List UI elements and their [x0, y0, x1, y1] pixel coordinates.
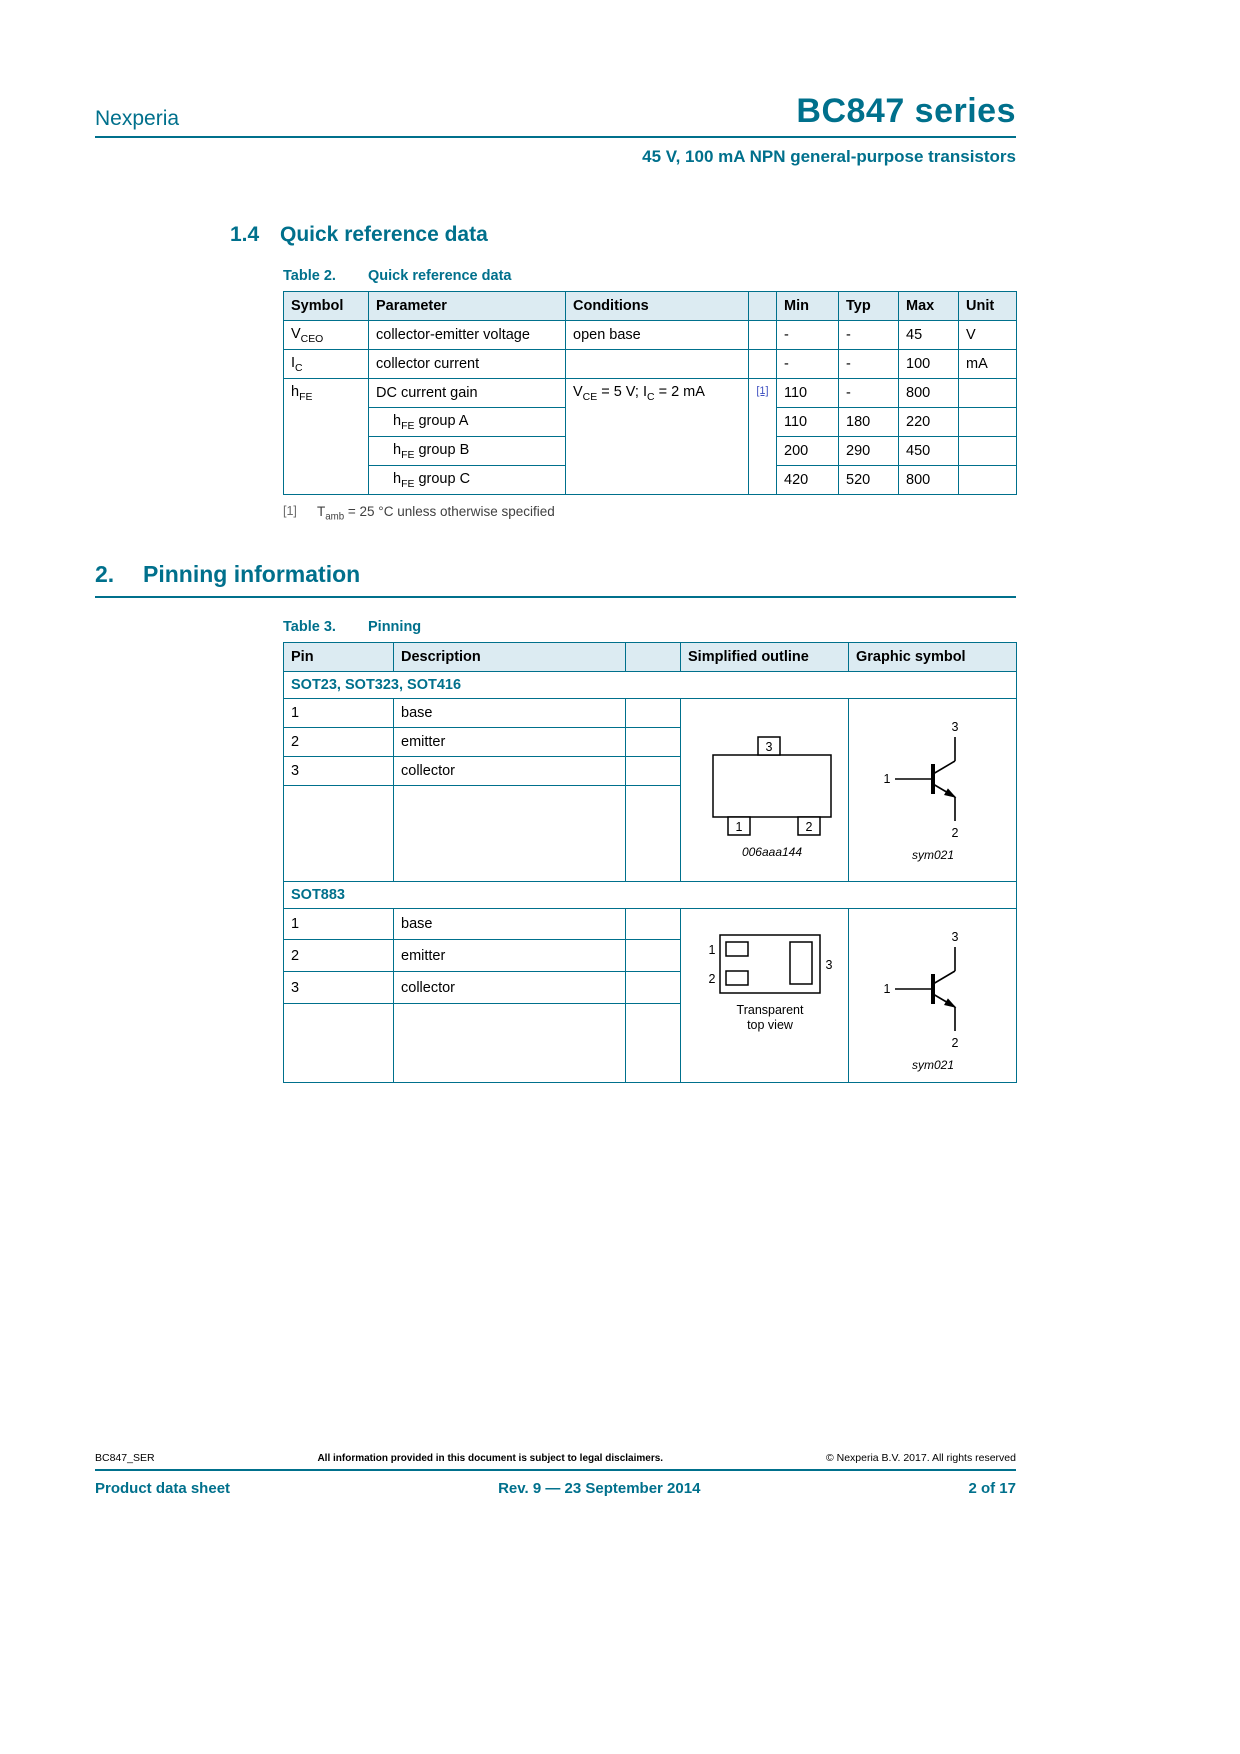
- symbol-id: sym021: [911, 1057, 954, 1072]
- table-row: [284, 698, 1017, 727]
- cell-pin: 2: [284, 727, 394, 756]
- col-outline: Simplified outline: [681, 642, 849, 671]
- pin2-label: 2: [805, 819, 813, 834]
- cell-unit: [959, 408, 1017, 437]
- cell-pin: 3: [284, 972, 394, 1004]
- table3-caption: [283, 619, 1016, 635]
- document-type: Product data sheet: [95, 1480, 231, 1497]
- cell-max: 800: [899, 379, 959, 408]
- header-rule: [95, 136, 1016, 138]
- cell-typ: -: [839, 350, 899, 379]
- cell-simplified-outline: [681, 908, 849, 1082]
- col-pin: Pin: [284, 642, 394, 671]
- emitter-label: 2: [951, 825, 958, 840]
- cell-typ: -: [839, 379, 899, 408]
- pin3-pad: [790, 942, 812, 984]
- quick-reference-area: [283, 268, 1016, 523]
- cell-ref: [749, 321, 777, 350]
- col-symbol: Symbol: [284, 292, 369, 321]
- drawing-id: 006aaa144: [741, 844, 803, 859]
- cell-symbol: $V_{CEO}$: [284, 321, 369, 350]
- footnote-text: $T_{amb} = 25$ °C unless otherwise specified: [317, 504, 555, 523]
- cell-graphic-symbol: [849, 908, 1017, 1082]
- collector-diagonal: [933, 971, 955, 984]
- cell-description: emitter: [394, 940, 626, 972]
- section-2-heading: [95, 561, 1016, 588]
- cell-typ: -: [839, 321, 899, 350]
- view-caption-line1: Transparent: [736, 1002, 804, 1017]
- cell-simplified-outline: [681, 698, 849, 881]
- cell-max: 800: [899, 466, 959, 495]
- section-title: Quick reference data: [280, 223, 488, 246]
- cell-unit: mA: [959, 350, 1017, 379]
- npn-transistor-symbol: [863, 925, 1003, 1075]
- table-header-row: [284, 642, 1017, 671]
- cell-ref: [749, 350, 777, 379]
- cell-spacer: [626, 908, 681, 940]
- pin3-label: 3: [825, 957, 833, 972]
- page-subtitle: 45 V, 100 mA NPN general-purpose transistors: [642, 147, 1016, 166]
- sot23-outline-drawing: [688, 715, 848, 861]
- cell-min: 110: [777, 379, 839, 408]
- cell-pin: 1: [284, 698, 394, 727]
- pin2-label: 2: [708, 971, 716, 986]
- cell-description: emitter: [394, 727, 626, 756]
- cell-unit: [959, 466, 1017, 495]
- collector-diagonal: [933, 761, 955, 774]
- cell-unit: [959, 437, 1017, 466]
- cell-conditions: $V_{CE} = 5$ V; $I_C = 2$ mA: [566, 379, 749, 495]
- cell-graphic-symbol: [849, 698, 1017, 881]
- table2-caption: [283, 268, 1016, 284]
- cell-max: 450: [899, 437, 959, 466]
- quick-reference-table: [283, 291, 1017, 495]
- page-footer: [95, 1452, 1016, 1497]
- cell-spacer: [626, 756, 681, 785]
- cell-parameter: $h_{FE}$ group A: [369, 408, 566, 437]
- npn-transistor-symbol: [863, 715, 1003, 865]
- emitter-arrow: [944, 789, 954, 797]
- cell-symbol: $h_{FE}$: [284, 379, 369, 495]
- cell-parameter: collector-emitter voltage: [369, 321, 566, 350]
- col-ref: [749, 292, 777, 321]
- cell-description: base: [394, 908, 626, 940]
- pinning-area: [283, 619, 1016, 1083]
- cell-min: 110: [777, 408, 839, 437]
- package-group-row: [284, 671, 1017, 698]
- col-min: Min: [777, 292, 839, 321]
- document-id: BC847_SER: [95, 1452, 155, 1464]
- cell-ref: [749, 379, 777, 495]
- footer-info-row: [95, 1480, 1016, 1497]
- col-typ: Typ: [839, 292, 899, 321]
- cell-min: 420: [777, 466, 839, 495]
- footer-legal-row: [95, 1452, 1016, 1464]
- masthead: [95, 0, 1016, 131]
- emitter-arrow: [944, 999, 954, 1007]
- cell-conditions: open base: [566, 321, 749, 350]
- datasheet-page: [95, 0, 1016, 1083]
- table-row: [284, 908, 1017, 940]
- table2-footnote: [283, 504, 1016, 523]
- pin2-pad: [726, 971, 748, 985]
- section-title: Pinning information: [143, 560, 361, 587]
- pin1-pad: [726, 942, 748, 956]
- cell-typ: 520: [839, 466, 899, 495]
- collector-label: 3: [951, 719, 958, 734]
- cell-typ: 180: [839, 408, 899, 437]
- cell-pin: 2: [284, 940, 394, 972]
- cell-description: base: [394, 698, 626, 727]
- symbol-id: sym021: [911, 847, 954, 862]
- cell-description: collector: [394, 972, 626, 1004]
- package-body: [713, 755, 831, 817]
- package-group-name: SOT883: [284, 881, 1017, 908]
- table3-title: Pinning: [368, 618, 422, 635]
- pinning-table: [283, 642, 1017, 1083]
- cell-spacer: [626, 698, 681, 727]
- table2-title: Quick reference data: [368, 268, 512, 284]
- col-parameter: Parameter: [369, 292, 566, 321]
- cell-pin: 1: [284, 908, 394, 940]
- cell-parameter: collector current: [369, 350, 566, 379]
- brand-name: Nexperia: [95, 107, 180, 130]
- cell-max: 100: [899, 350, 959, 379]
- page-title: BC847 series: [796, 92, 1016, 130]
- pin3-label: 3: [765, 739, 773, 754]
- table-row: [284, 379, 1017, 408]
- footnote-ref-link[interactable]: [1]: [756, 385, 769, 397]
- section-2-rule: [95, 596, 1016, 598]
- pin1-label: 1: [735, 819, 743, 834]
- section-1-4-heading: [230, 223, 1016, 247]
- view-caption-line2: top view: [747, 1017, 793, 1032]
- base-label: 1: [883, 771, 890, 786]
- section-number: 2.: [95, 560, 115, 587]
- cell-parameter: $h_{FE}$ group C: [369, 466, 566, 495]
- col-description: Description: [394, 642, 626, 671]
- table-row: [284, 350, 1017, 379]
- cell-spacer: [626, 940, 681, 972]
- cell-max: 220: [899, 408, 959, 437]
- cell-min: -: [777, 321, 839, 350]
- cell-min: 200: [777, 437, 839, 466]
- cell-parameter: DC current gain: [369, 379, 566, 408]
- collector-label: 3: [951, 929, 958, 944]
- cell-unit: [959, 379, 1017, 408]
- table3-label: Table 3.: [283, 618, 336, 635]
- footer-rule: [95, 1469, 1016, 1471]
- section-number: 1.4: [230, 223, 260, 246]
- package-group-name: SOT23, SOT323, SOT416: [284, 671, 1017, 698]
- cell-unit: V: [959, 321, 1017, 350]
- cell-description: collector: [394, 756, 626, 785]
- footnote-marker: [1]: [283, 504, 297, 518]
- cell-max: 45: [899, 321, 959, 350]
- copyright-notice: © Nexperia B.V. 2017. All rights reserved: [825, 1452, 1016, 1464]
- revision-date: Rev. 9 — 23 September 2014: [498, 1480, 701, 1497]
- cell-pin: 3: [284, 756, 394, 785]
- col-spacer: [626, 642, 681, 671]
- base-label: 1: [883, 981, 890, 996]
- pin1-label: 1: [708, 942, 716, 957]
- emitter-label: 2: [951, 1035, 958, 1050]
- col-conditions: Conditions: [566, 292, 749, 321]
- table-header-row: [284, 292, 1017, 321]
- col-max: Max: [899, 292, 959, 321]
- table-row: [284, 321, 1017, 350]
- cell-parameter: $h_{FE}$ group B: [369, 437, 566, 466]
- cell-symbol: $I_C$: [284, 350, 369, 379]
- sot883-outline-drawing: [688, 925, 848, 1037]
- cell-spacer: [626, 972, 681, 1004]
- legal-disclaimer: All information provided in this document is subject to legal disclaimers.: [317, 1453, 664, 1464]
- page-number: 2 of 17: [968, 1480, 1016, 1497]
- cell-typ: 290: [839, 437, 899, 466]
- col-unit: Unit: [959, 292, 1017, 321]
- package-group-row: [284, 881, 1017, 908]
- table2-label: Table 2.: [283, 268, 336, 284]
- col-symbol: Graphic symbol: [849, 642, 1017, 671]
- cell-min: -: [777, 350, 839, 379]
- cell-spacer: [626, 727, 681, 756]
- cell-conditions: [566, 350, 749, 379]
